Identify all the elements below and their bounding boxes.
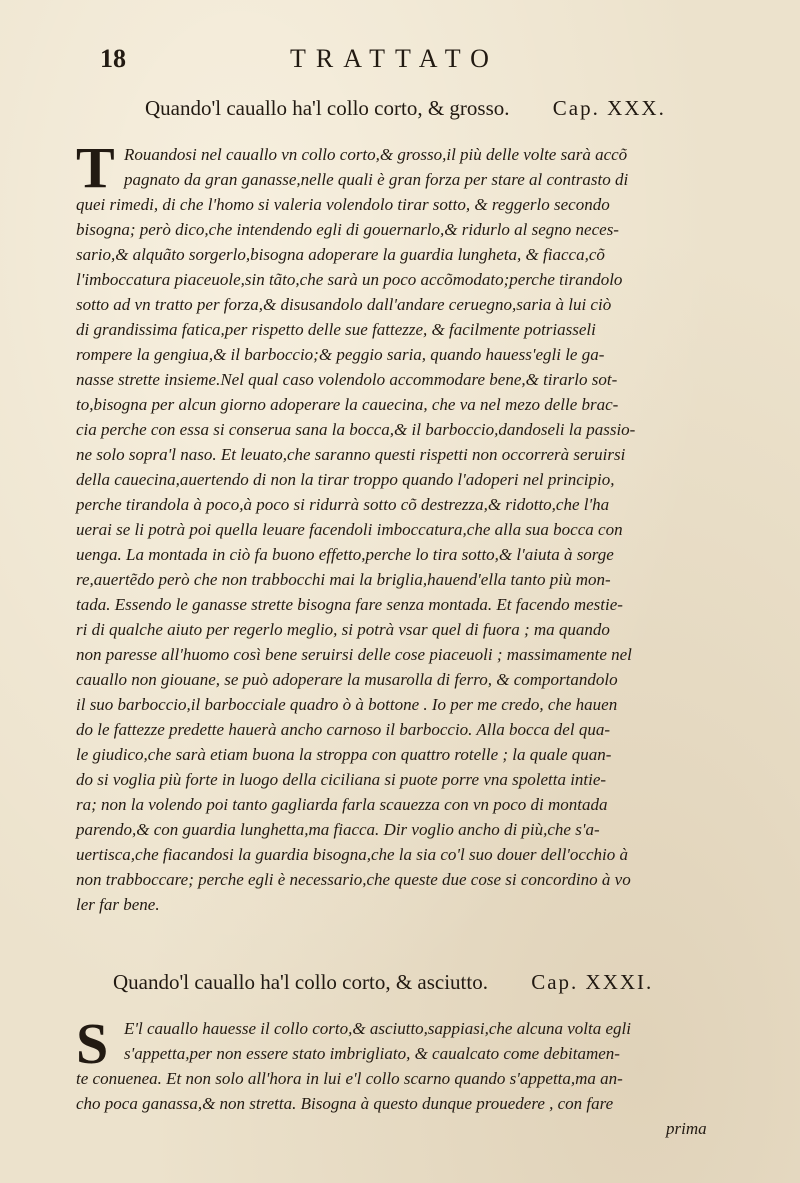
text-line: quei rimedi, di che l'homo si valeria volendolo tirar sotto, & reggerlo secondo xyxy=(76,195,610,214)
chapter-heading xyxy=(145,96,666,121)
running-head xyxy=(100,40,740,80)
text-line: sotto ad vn tratto per forza,& disusandolo dall'andare ceruegno,saria à lui ciò xyxy=(76,295,612,314)
text-line: nasse strette insieme.Nel qual caso volendolo accommodare bene,& tirarlo sot- xyxy=(76,370,618,389)
text-line: te conuenea. Et non solo all'hora in lui e'l collo scarno quando s'appetta,ma an- xyxy=(76,1069,623,1088)
running-title: TRATTATO xyxy=(290,44,499,73)
drop-cap: T xyxy=(76,135,115,200)
chapter-heading xyxy=(113,970,653,995)
text-line: pagnato da gran ganasse,nelle quali è gran forza per stare al contrasto di xyxy=(124,170,629,189)
text-line: l'imboccatura piaceuole,sin tãto,che sarà un poco accõmodato;perche tirandolo xyxy=(76,270,623,289)
page-number: 18 xyxy=(100,44,126,73)
text-line: perche tirandola à poco,à poco si ridurrà sotto cõ destrezza,& ridotto,che l'ha xyxy=(76,495,610,514)
text-line: ler far bene. xyxy=(76,895,160,914)
text-line: ri di qualche aiuto per regerlo meglio, si potrà vsar quel di fuora ; ma quando xyxy=(76,620,610,639)
text-line: uenga. La montada in ciò fa buono effetto,perche lo tira sotto,& l'aiuta à sorge xyxy=(76,545,614,564)
chapter-title: Quando'l cauallo ha'l collo corto, & grosso. xyxy=(145,96,510,120)
text-line: Rouandosi nel cauallo vn collo corto,& grosso,il più delle volte sarà accõ xyxy=(124,145,628,164)
text-line: uertisca,che fiacandosi la guardia bisogna,che la sia co'l suo douer dell'occhio à xyxy=(76,845,628,864)
text-line: cho poca ganassa,& non stretta. Bisogna à questo dunque prouedere , con fare xyxy=(76,1094,614,1113)
text-line: non trabboccare; perche egli è necessario,che queste due cose si concordino à vo xyxy=(76,870,631,889)
text-line: bisogna; però dico,che intendendo egli di gouernarlo,& ridurlo al segno neces- xyxy=(76,220,619,239)
text-line: to,bisogna per alcun giorno adoperare la cauecina, che va nel mezo delle brac- xyxy=(76,395,619,414)
chapter-number: Cap. XXX. xyxy=(552,96,666,120)
text-line: uerai se li potrà poi quella leuare facendoli imboccatura,che alla sua bocca con xyxy=(76,520,623,539)
text-line: parendo,& con guardia lunghetta,ma fiacca. Dir voglio ancho di più,che s'a- xyxy=(76,820,600,839)
text-line: cauallo non giouane, se può adoperare la musarolla di ferro, & comportandolo xyxy=(76,670,618,689)
text-line: re,auertẽdo però che non trabbocchi mai la briglia,hauend'ella tanto più mon- xyxy=(76,570,611,589)
text-line: cia perche con essa si conserua sana la bocca,& il barboccio,dandoseli la passio- xyxy=(76,420,636,439)
text-line: sario,& alquãto sorgerlo,bisogna adoperare la guardia lungheta, & fiacca,cõ xyxy=(76,245,605,264)
text-line: E'l cauallo hauesse il collo corto,& asciutto,sappiasi,che alcuna volta egli xyxy=(124,1019,631,1038)
text-line: rompere la gengiua,& il barboccio;& peggio saria, quando hauess'egli le ga- xyxy=(76,345,605,364)
chapter-body xyxy=(76,135,760,917)
text-line: di grandissima fatica,per rispetto delle sue fattezze, & facilmente potriasseli xyxy=(76,320,596,339)
chapter-title: Quando'l cauallo ha'l collo corto, & asciutto. xyxy=(113,970,488,994)
text-line: della cauecina,auertendo di non la tirar troppo quando l'adoperi nel principio, xyxy=(76,470,615,489)
text-line: s'appetta,per non essere stato imbrigliato, & caualcato come debitamen- xyxy=(124,1044,620,1063)
catchword: prima xyxy=(666,1119,707,1138)
chapter-body xyxy=(76,1011,760,1141)
text-line: non paresse all'huomo così bene seruirsi delle cose piaceuoli ; massimamente nel xyxy=(76,645,632,664)
text-line: ra; non la volendo poi tanto gagliarda farla scauezza con vn poco di montada xyxy=(76,795,608,814)
drop-cap: S xyxy=(76,1011,109,1076)
text-line: do le fattezze predette hauerà ancho carnoso il barboccio. Alla bocca del qua- xyxy=(76,720,610,739)
chapter-number: Cap. XXXI. xyxy=(531,970,654,994)
text-line: le giudico,che sarà etiam buona la stroppa con quattro rotelle ; la quale quan- xyxy=(76,745,612,764)
text-line: il suo barboccio,il barbocciale quadro ò à bottone . Io per me credo, che hauen xyxy=(76,695,618,714)
text-line: do si voglia più forte in luogo della ciciliana si puote porre vna spoletta intie- xyxy=(76,770,607,789)
text-line: ne solo sopra'l naso. Et leuato,che saranno questi rispetti non occorrerà seruirsi xyxy=(76,445,626,464)
text-line: tada. Essendo le ganasse strette bisogna fare senza montada. Et facendo mestie- xyxy=(76,595,623,614)
